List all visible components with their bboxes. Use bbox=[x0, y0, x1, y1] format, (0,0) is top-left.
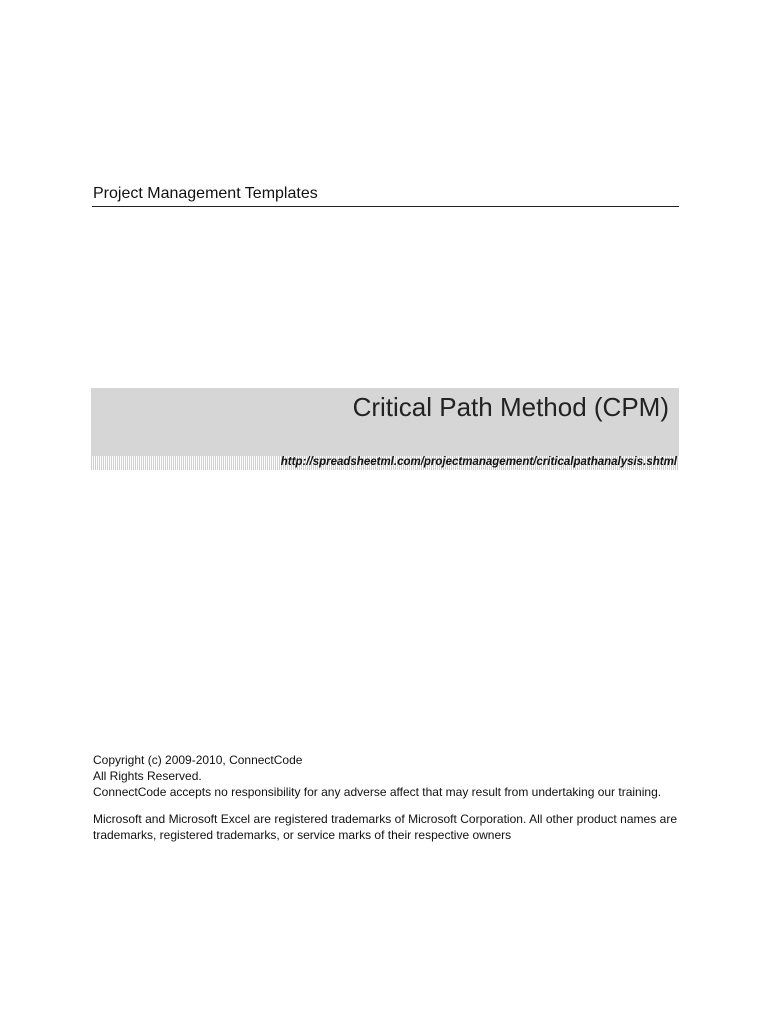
url-band bbox=[91, 456, 679, 470]
header-divider bbox=[92, 206, 679, 207]
disclaimer-text: ConnectCode accepts no responsibility for any adverse affect that may result from undertaking our training. bbox=[93, 785, 662, 799]
header-title: Project Management Templates bbox=[93, 185, 318, 202]
rights-line: All Rights Reserved. bbox=[93, 769, 202, 783]
copyright-line: Copyright (c) 2009-2010, ConnectCode bbox=[93, 753, 303, 767]
trademark-text: Microsoft and Microsoft Excel are registered trademarks of Microsoft Corporation. All other product names are trademarks, registered trademarks, or service marks of their respective owners bbox=[93, 812, 677, 842]
title-band bbox=[91, 388, 679, 456]
footer-notice bbox=[93, 752, 677, 843]
document-title: Critical Path Method (CPM) bbox=[352, 392, 669, 422]
document-url[interactable]: http://spreadsheetml.com/projectmanagement/criticalpathanalysis.shtml bbox=[280, 456, 677, 468]
